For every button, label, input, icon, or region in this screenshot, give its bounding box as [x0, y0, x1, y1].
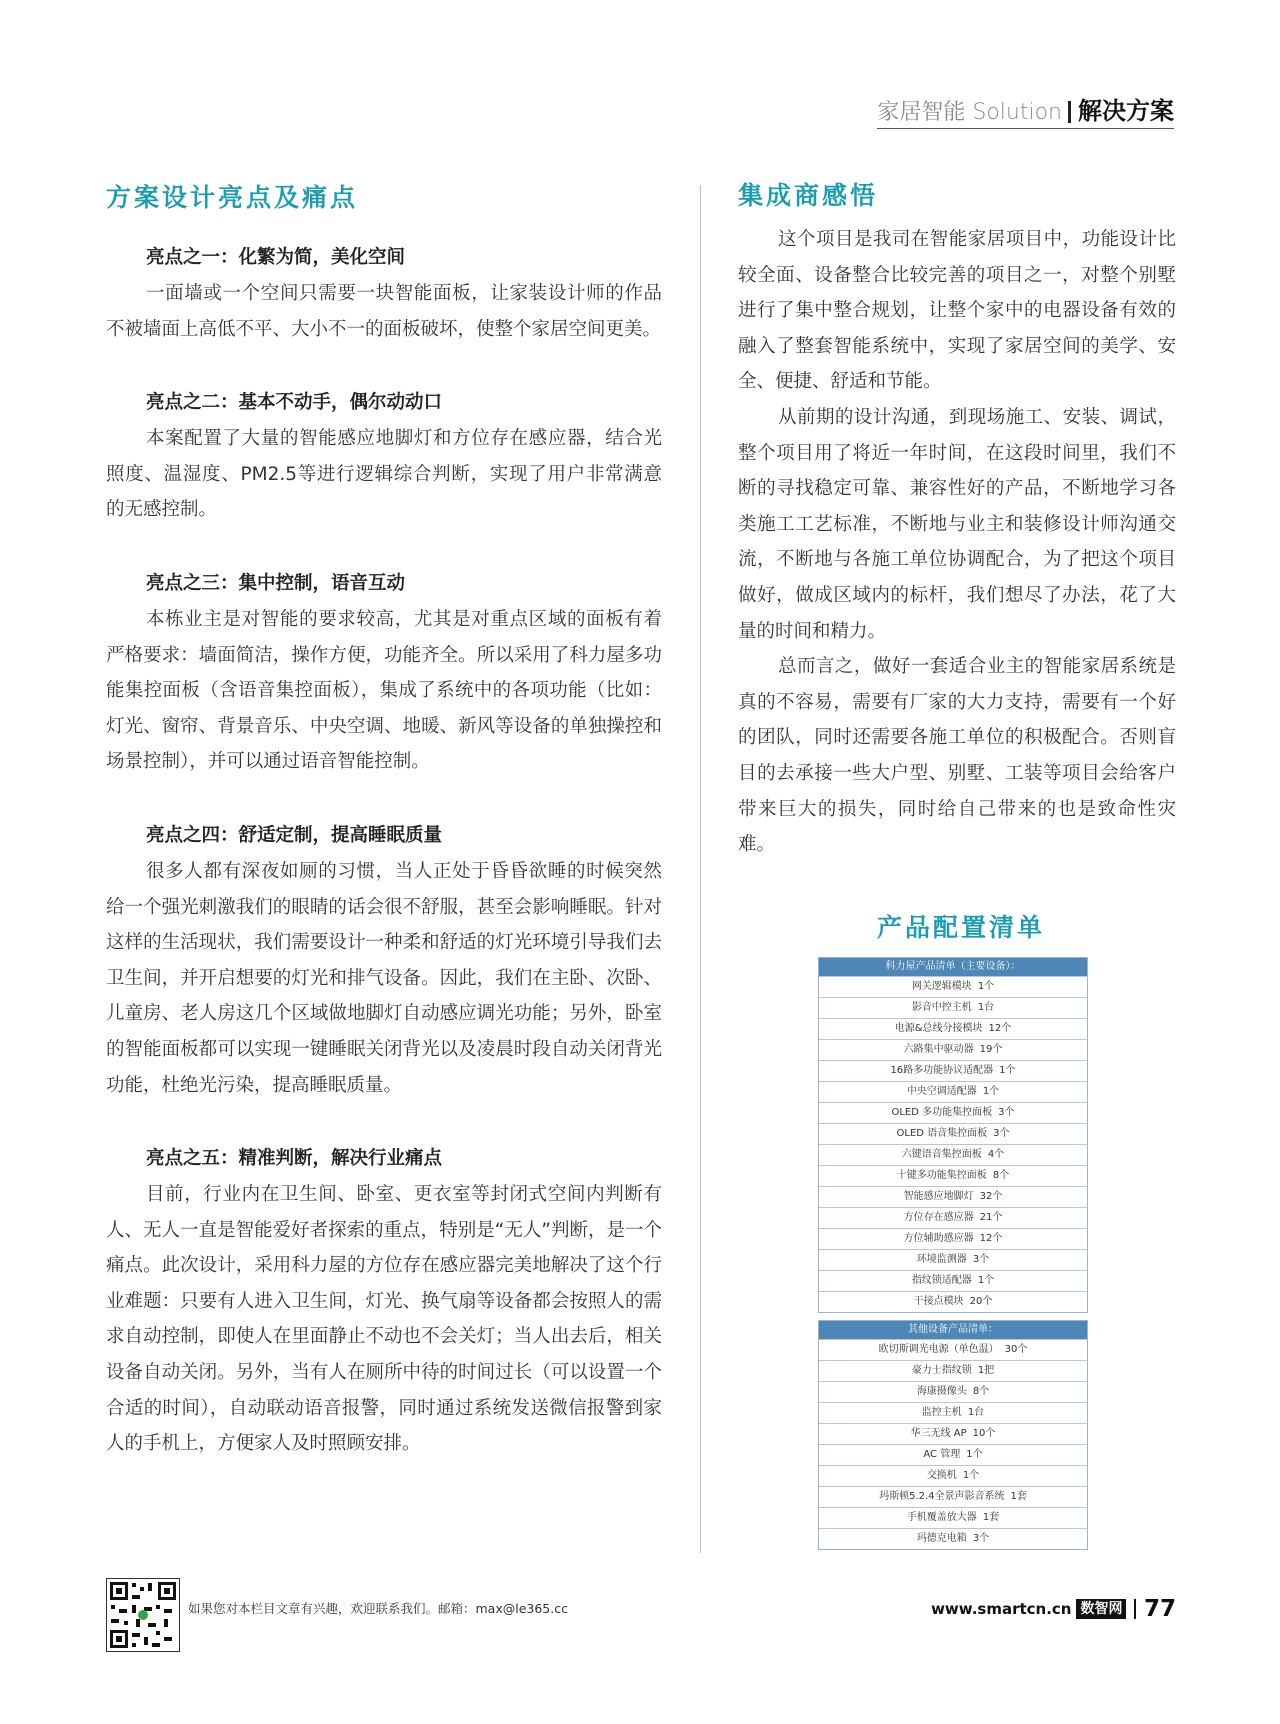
table-row — [819, 1486, 1087, 1507]
product-quantity: 12个 — [988, 1023, 1012, 1034]
table-row — [819, 1339, 1087, 1360]
product-quantity: 1把 — [977, 1365, 995, 1376]
column-divider — [700, 185, 701, 1553]
paragraph: 这个项目是我司在智能家居项目中，功能设计比较全面、设备整合比较完善的项目之一，对整个别墅进行了集中整合规划，让整个家中的电器设备有效的融入了整套智能系统中，实现了家居空间的美学、安全、便捷、舒适和节能。 — [738, 229, 1176, 393]
other-product-table — [818, 1320, 1088, 1550]
product-name: 华三无线 AP — [910, 1428, 967, 1439]
product-name: OLED 多功能集控面板 — [891, 1107, 993, 1118]
product-name: 海康摄像头 — [916, 1386, 967, 1397]
table-row — [819, 1144, 1087, 1165]
product-name: 六键语音集控面板 — [901, 1149, 982, 1160]
table-row — [819, 1039, 1087, 1060]
product-quantity: 1个 — [977, 1275, 995, 1286]
product-quantity: 1个 — [966, 1449, 983, 1460]
table-row — [819, 1018, 1087, 1039]
highlight-body: 很多人都有深夜如厕的习惯，当人正处于昏昏欲睡的时候突然给一个强光刺激我们的眼睛的话会很不舒服，甚至会影响睡眠。针对这样的生活现状，我们需要设计一种柔和舒适的灯光环境引导我们去卫生间，并开启想要的灯光和排气设备。因此，我们在主卧、次卧、儿童房、老人房这几个区域做地脚灯自动感应调光功能；另外，卧室的智能面板都可以实现一键睡眠关闭背光以及凌晨时段自动关闭背光功能，杜绝光污染，提高睡眠质量。 — [106, 860, 662, 1096]
right-column — [738, 222, 1176, 863]
product-name: 豪力士指纹锁 — [911, 1365, 972, 1376]
product-quantity: 1台 — [967, 1407, 985, 1418]
product-quantity: 8个 — [972, 1386, 990, 1397]
footer-brand — [931, 1596, 1176, 1622]
footer-url[interactable]: www.smartcn.cn — [931, 1600, 1072, 1618]
highlight-body: 一面墙或一个空间只需要一块智能面板，让家装设计师的作品不被墙面上高低不平、大小不一的面板破坏，使整个家居空间更美。 — [106, 283, 662, 340]
table-row — [819, 1360, 1087, 1381]
product-name: 干接点模块 — [913, 1296, 964, 1307]
product-quantity: 1个 — [977, 981, 995, 992]
product-quantity: 19个 — [979, 1044, 1003, 1055]
product-quantity: 4个 — [987, 1149, 1005, 1160]
qr-code-icon — [107, 1579, 179, 1651]
product-name: 欧切斯调光电源（单色温） — [878, 1344, 999, 1355]
highlight-1 — [106, 240, 662, 347]
product-name: 影音中控主机 — [911, 1002, 972, 1013]
product-quantity: 8个 — [992, 1170, 1010, 1181]
highlight-title: 亮点之一：化繁为简，美化空间 — [146, 247, 406, 268]
product-name: 16路多功能协议适配器 — [890, 1065, 994, 1076]
product-quantity: 1套 — [982, 1512, 1000, 1523]
table-row — [819, 1465, 1087, 1486]
product-name: 电源&总线分接模块 — [894, 1023, 983, 1034]
highlight-4 — [106, 818, 662, 1103]
highlight-body: 目前，行业内在卫生间、卧室、更衣室等封闭式空间内判断有人、无人一直是智能爱好者探索的重点，特别是“无人”判断，是一个痛点。此次设计，采用科力屋的方位存在感应器完美地解决了这个行业难题：只要有人进入卫生间，灯光、换气扇等设备都会按照人的需求自动控制，即使人在里面静止不动也不会关灯；当人出去后，相关设备自动关闭。另外，当有人在厕所中待的时间过长（可以设置一个合适的时间），自动联动语音报警，同时通过系统发送微信报警到家人的手机上，方便家人及时照顾安排。 — [106, 1184, 662, 1455]
table-row — [819, 1381, 1087, 1402]
table-row — [819, 1423, 1087, 1444]
product-quantity: 3个 — [998, 1107, 1015, 1118]
highlight-body: 本栋业主是对智能的要求较高，尤其是对重点区域的面板有着严格要求：墙面简洁，操作方便，功能齐全。所以采用了科力屋多功能集控面板（含语音集控面板），集成了系统中的各项功能（比如：灯光、窗帘、背景音乐、中央空调、地暖、新风等设备的单独操控和场景控制），并可以通过语音智能控制。 — [106, 608, 662, 773]
page-header — [877, 96, 1174, 129]
table-row — [819, 1207, 1087, 1228]
highlight-3 — [106, 566, 662, 780]
table-row — [819, 1228, 1087, 1249]
table-row — [819, 976, 1087, 997]
product-quantity: 32个 — [979, 1191, 1003, 1202]
left-heading: 方案设计亮点及痛点 — [106, 183, 359, 212]
table-row — [819, 1081, 1087, 1102]
product-name: AC 管理 — [923, 1449, 961, 1460]
product-quantity: 1个 — [962, 1470, 980, 1481]
header-section: 解决方案 — [1078, 97, 1174, 125]
highlight-title: 亮点之四：舒适定制，提高睡眠质量 — [146, 824, 443, 846]
product-name: 中央空调适配器 — [906, 1086, 977, 1097]
product-quantity: 3个 — [993, 1128, 1010, 1139]
right-heading: 集成商感悟 — [738, 181, 879, 210]
qr-code — [106, 1578, 180, 1652]
table-row — [819, 1507, 1087, 1528]
header-separator — [1068, 101, 1071, 123]
left-column — [106, 240, 662, 1500]
table-row — [819, 1165, 1087, 1186]
highlight-2 — [106, 385, 662, 528]
table-row — [819, 1123, 1087, 1144]
table-row — [819, 1291, 1087, 1312]
highlight-body: 本案配置了大量的智能感应地脚灯和方位存在感应器，结合光照度、温湿度、PM2.5等进行逻辑综合判断，实现了用户非常满意的无感控制。 — [106, 428, 662, 521]
table-row — [819, 1102, 1087, 1123]
highlight-title: 亮点之三：集中控制，语音互动 — [146, 572, 406, 594]
product-quantity: 1套 — [1010, 1491, 1027, 1502]
highlight-title: 亮点之二：基本不动手，偶尔动动口 — [146, 392, 443, 414]
product-list-heading: 产品配置清单 — [877, 913, 1046, 942]
page-number: 77 — [1143, 1596, 1176, 1622]
product-name: 玛斯顿5.2.4全景声影音系统 — [879, 1491, 1005, 1502]
product-quantity: 12个 — [979, 1233, 1003, 1244]
product-name: 方位辅助感应器 — [903, 1233, 974, 1244]
product-name: 交换机 — [926, 1470, 957, 1481]
product-quantity: 3个 — [972, 1254, 990, 1265]
product-quantity: 1台 — [977, 1002, 995, 1013]
highlight-title: 亮点之五：精准判断，解决行业痛点 — [146, 1148, 443, 1170]
product-name: 方位存在感应器 — [903, 1212, 974, 1223]
table-row — [819, 997, 1087, 1018]
product-quantity: 3个 — [972, 1533, 990, 1544]
footer-separator — [1134, 1599, 1136, 1619]
product-name: 指纹锁适配器 — [911, 1275, 972, 1286]
highlight-5 — [106, 1141, 662, 1462]
table-header: 科力屋产品清单（主要设备）： — [819, 958, 1087, 976]
product-quantity: 30个 — [1004, 1344, 1028, 1355]
table-row — [819, 1060, 1087, 1081]
table-row — [819, 1444, 1087, 1465]
main-product-table — [818, 957, 1088, 1313]
table-row — [819, 1528, 1087, 1549]
table-row — [819, 1270, 1087, 1291]
product-name: 手机覆盖放大器 — [906, 1512, 977, 1523]
table-row — [819, 1186, 1087, 1207]
product-name: 六路集中驱动器 — [903, 1044, 974, 1055]
paragraph: 总而言之，做好一套适合业主的智能家居系统是真的不容易，需要有厂家的大力支持，需要有一个好的团队，同时还需要各施工单位的积极配合。否则盲目的去承接一些大户型、别墅、工装等项目会给客户带来巨大的损失，同时给自己带来的也是致命性灾难。 — [738, 656, 1176, 856]
table-header: 其他设备产品清单： — [819, 1321, 1087, 1339]
footer-brand-name: 数智网 — [1076, 1599, 1126, 1619]
product-name: 十键多功能集控面板 — [896, 1170, 987, 1181]
table-row — [819, 1249, 1087, 1270]
product-name: 环境监测器 — [916, 1254, 967, 1265]
product-quantity: 1个 — [982, 1086, 1000, 1097]
paragraph: 从前期的设计沟通，到现场施工、安装、调试，整个项目用了将近一年时间，在这段时间里，我们不断的寻找稳定可靠、兼容性好的产品，不断地学习各类施工工艺标准，不断地与业主和装修设计师沟通交流，不断地与各施工单位协调配合，为了把这个项目做好，做成区域内的标杆，我们想尽了办法，花了大量的时间和精力。 — [738, 406, 1176, 642]
product-quantity: 21个 — [979, 1212, 1003, 1223]
product-name: 监控主机 — [921, 1407, 962, 1418]
product-quantity: 20个 — [969, 1296, 993, 1307]
product-quantity: 1个 — [999, 1065, 1016, 1076]
product-name: OLED 语音集控面板 — [896, 1128, 988, 1139]
product-name: 网关逻辑模块 — [911, 981, 972, 992]
product-name: 玛德克电箱 — [916, 1533, 967, 1544]
product-name: 智能感应地脚灯 — [903, 1191, 974, 1202]
header-category: 家居智能 Solution — [877, 100, 1062, 125]
table-row — [819, 1402, 1087, 1423]
footer-contact-note: 如果您对本栏目文章有兴趣，欢迎联系我们。邮箱：max@le365.cc — [188, 1601, 568, 1616]
product-quantity: 10个 — [972, 1428, 996, 1439]
